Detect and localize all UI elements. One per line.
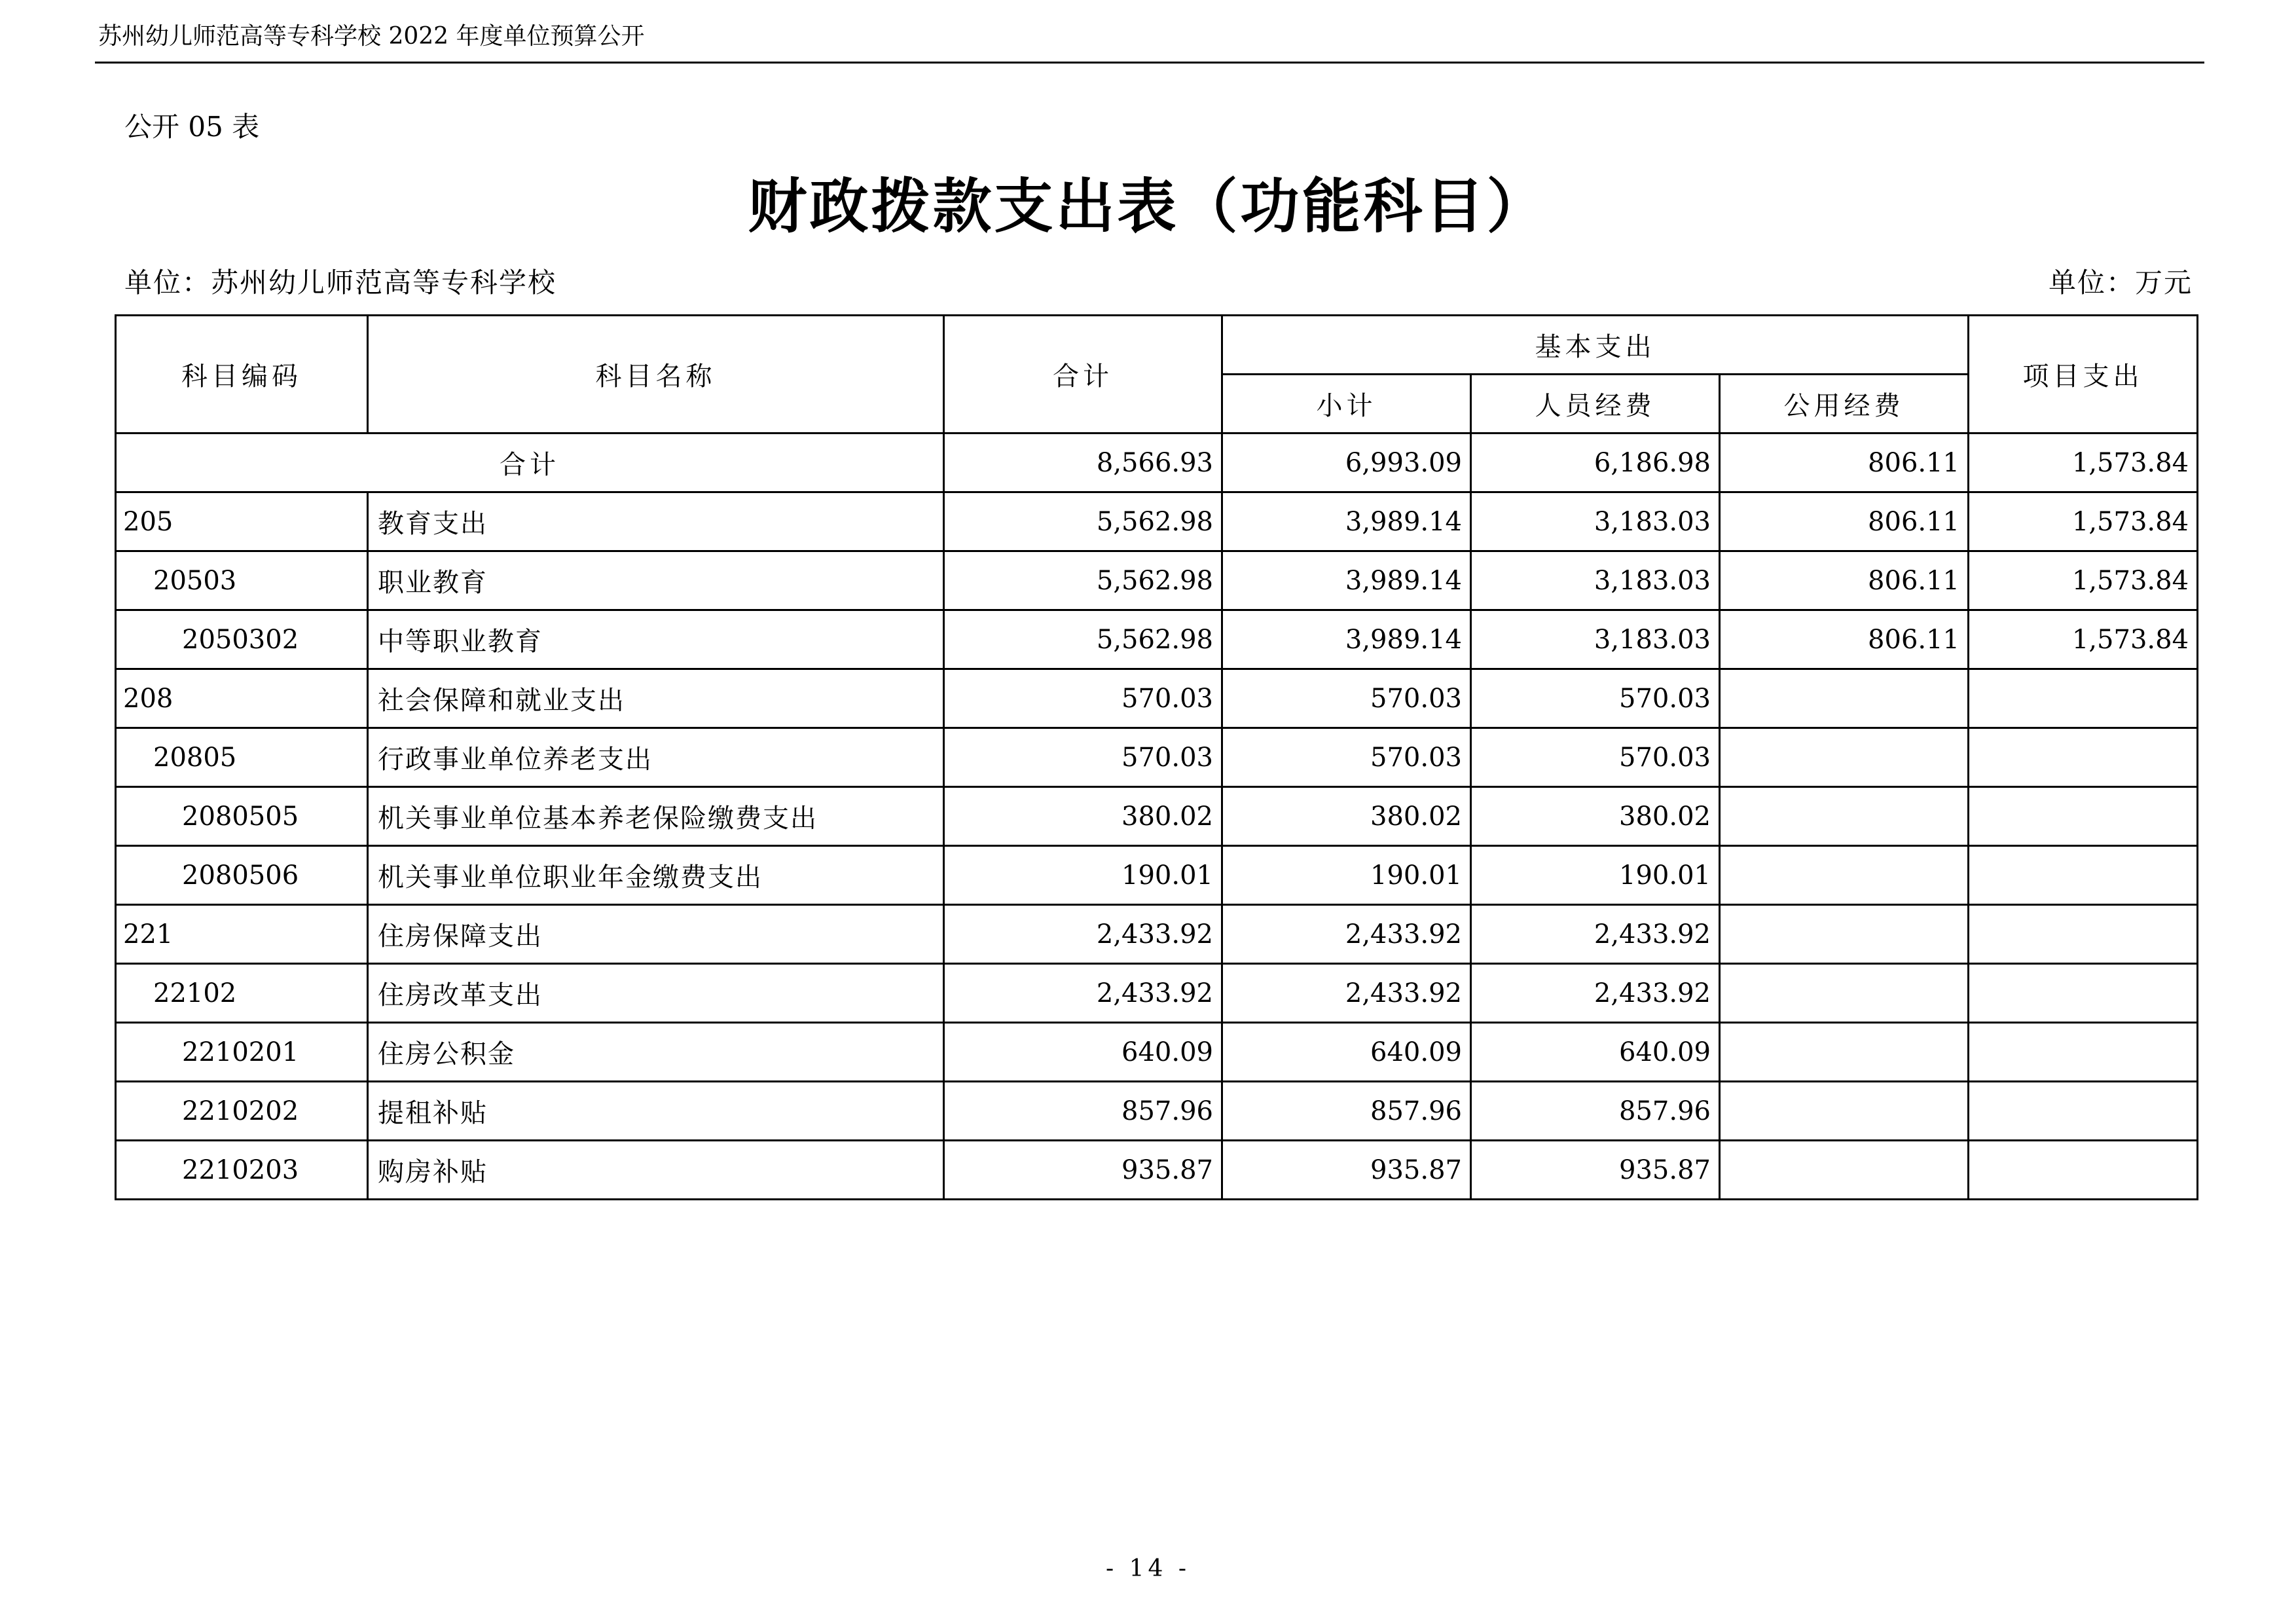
table-row <box>116 728 2198 787</box>
row-personnel: 3,183.03 <box>1471 610 1720 669</box>
total-cell-personnel: 6,186.98 <box>1471 434 1720 492</box>
row-project <box>1969 787 2198 846</box>
row-public <box>1720 846 1969 905</box>
row-total: 570.03 <box>944 669 1222 728</box>
row-code: 2080506 <box>116 846 368 905</box>
row-subtotal: 3,989.14 <box>1222 610 1471 669</box>
table-row <box>116 905 2198 964</box>
total-cell-public: 806.11 <box>1720 434 1969 492</box>
row-public <box>1720 669 1969 728</box>
row-personnel: 570.03 <box>1471 669 1720 728</box>
row-name: 行政事业单位养老支出 <box>368 728 944 787</box>
row-total: 570.03 <box>944 728 1222 787</box>
row-project <box>1969 964 2198 1023</box>
row-code: 2080505 <box>116 787 368 846</box>
row-name: 购房补贴 <box>368 1141 944 1200</box>
row-public <box>1720 787 1969 846</box>
header-row-1 <box>116 316 2198 375</box>
row-code: 208 <box>116 669 368 728</box>
row-project <box>1969 1082 2198 1141</box>
row-code: 22102 <box>116 964 368 1023</box>
col-header-name: 科目名称 <box>368 316 944 434</box>
row-personnel: 380.02 <box>1471 787 1720 846</box>
row-subtotal: 3,989.14 <box>1222 551 1471 610</box>
row-project <box>1969 1023 2198 1082</box>
row-name: 中等职业教育 <box>368 610 944 669</box>
row-personnel: 857.96 <box>1471 1082 1720 1141</box>
row-personnel: 570.03 <box>1471 728 1720 787</box>
row-subtotal: 570.03 <box>1222 669 1471 728</box>
row-personnel: 640.09 <box>1471 1023 1720 1082</box>
row-public: 806.11 <box>1720 551 1969 610</box>
table-row <box>116 610 2198 669</box>
row-public: 806.11 <box>1720 610 1969 669</box>
table-row <box>116 846 2198 905</box>
row-name: 住房保障支出 <box>368 905 944 964</box>
row-personnel: 2,433.92 <box>1471 964 1720 1023</box>
page-number: - 14 - <box>1105 1555 1191 1582</box>
row-name: 提租补贴 <box>368 1082 944 1141</box>
row-project: 1,573.84 <box>1969 492 2198 551</box>
row-total: 640.09 <box>944 1023 1222 1082</box>
row-public: 806.11 <box>1720 492 1969 551</box>
row-code: 2050302 <box>116 610 368 669</box>
table-number: 公开 05 表 <box>124 111 260 143</box>
row-personnel: 3,183.03 <box>1471 492 1720 551</box>
row-project <box>1969 905 2198 964</box>
row-public <box>1720 964 1969 1023</box>
total-cell-subtotal: 6,993.09 <box>1222 434 1471 492</box>
table-row <box>116 1141 2198 1200</box>
row-public <box>1720 1141 1969 1200</box>
row-project: 1,573.84 <box>1969 551 2198 610</box>
row-code: 2210202 <box>116 1082 368 1141</box>
row-total: 2,433.92 <box>944 964 1222 1023</box>
row-personnel: 190.01 <box>1471 846 1720 905</box>
row-total: 5,562.98 <box>944 551 1222 610</box>
row-code: 221 <box>116 905 368 964</box>
header-rule <box>95 62 2204 64</box>
col-header-total: 合计 <box>944 316 1222 434</box>
row-project <box>1969 846 2198 905</box>
row-name: 社会保障和就业支出 <box>368 669 944 728</box>
row-personnel: 2,433.92 <box>1471 905 1720 964</box>
row-project <box>1969 1141 2198 1200</box>
row-name: 职业教育 <box>368 551 944 610</box>
row-subtotal: 857.96 <box>1222 1082 1471 1141</box>
row-subtotal: 2,433.92 <box>1222 964 1471 1023</box>
row-code: 205 <box>116 492 368 551</box>
row-name: 机关事业单位职业年金缴费支出 <box>368 846 944 905</box>
row-public <box>1720 728 1969 787</box>
row-total: 935.87 <box>944 1141 1222 1200</box>
table-row <box>116 551 2198 610</box>
row-project <box>1969 669 2198 728</box>
row-subtotal: 380.02 <box>1222 787 1471 846</box>
row-subtotal: 570.03 <box>1222 728 1471 787</box>
table-row <box>116 669 2198 728</box>
row-personnel: 935.87 <box>1471 1141 1720 1200</box>
row-total: 380.02 <box>944 787 1222 846</box>
row-name: 教育支出 <box>368 492 944 551</box>
total-cell-project: 1,573.84 <box>1969 434 2198 492</box>
table-row <box>116 964 2198 1023</box>
row-subtotal: 935.87 <box>1222 1141 1471 1200</box>
row-code: 20805 <box>116 728 368 787</box>
row-name: 住房改革支出 <box>368 964 944 1023</box>
row-name: 机关事业单位基本养老保险缴费支出 <box>368 787 944 846</box>
row-public <box>1720 1082 1969 1141</box>
row-total: 190.01 <box>944 846 1222 905</box>
row-total: 2,433.92 <box>944 905 1222 964</box>
total-cell-total: 8,566.93 <box>944 434 1222 492</box>
unit-currency: 单位：万元 <box>2048 267 2193 299</box>
row-code: 20503 <box>116 551 368 610</box>
row-public <box>1720 905 1969 964</box>
budget-table <box>115 314 2198 1200</box>
col-header-personnel: 人员经费 <box>1471 375 1720 434</box>
row-name: 住房公积金 <box>368 1023 944 1082</box>
table-row <box>116 492 2198 551</box>
row-total: 5,562.98 <box>944 610 1222 669</box>
row-project <box>1969 728 2198 787</box>
col-header-basic: 基本支出 <box>1222 316 1969 375</box>
row-subtotal: 640.09 <box>1222 1023 1471 1082</box>
table-row <box>116 787 2198 846</box>
table-row <box>116 1023 2198 1082</box>
running-header: 苏州幼儿师范高等专科学校 2022 年度单位预算公开 <box>98 23 645 50</box>
col-header-subtotal: 小计 <box>1222 375 1471 434</box>
row-personnel: 3,183.03 <box>1471 551 1720 610</box>
row-total: 5,562.98 <box>944 492 1222 551</box>
row-subtotal: 2,433.92 <box>1222 905 1471 964</box>
row-code: 2210201 <box>116 1023 368 1082</box>
row-public <box>1720 1023 1969 1082</box>
row-subtotal: 3,989.14 <box>1222 492 1471 551</box>
col-header-project: 项目支出 <box>1969 316 2198 434</box>
col-header-code: 科目编码 <box>116 316 368 434</box>
page-title: 财政拨款支出表（功能科目） <box>748 172 1548 241</box>
total-label: 合计 <box>116 434 944 492</box>
total-row <box>116 434 2198 492</box>
col-header-public: 公用经费 <box>1720 375 1969 434</box>
row-total: 857.96 <box>944 1082 1222 1141</box>
row-code: 2210203 <box>116 1141 368 1200</box>
table-row <box>116 1082 2198 1141</box>
row-subtotal: 190.01 <box>1222 846 1471 905</box>
row-project: 1,573.84 <box>1969 610 2198 669</box>
unit-organization: 单位：苏州幼儿师范高等专科学校 <box>124 267 557 299</box>
